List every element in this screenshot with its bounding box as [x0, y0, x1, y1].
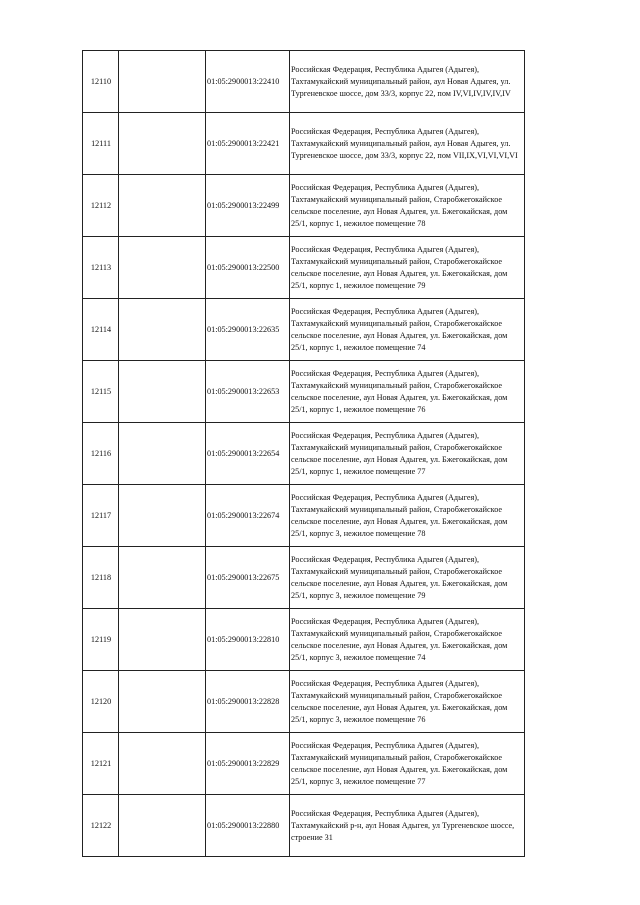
row-number: 12118 [83, 547, 119, 609]
cadastral-number: 01:05:2900013:22880 [206, 795, 290, 857]
table-row [83, 795, 525, 857]
table-row [83, 485, 525, 547]
row-empty-cell [119, 175, 206, 237]
table-row [83, 733, 525, 795]
object-address: Российская Федерация, Республика Адыгея (Адыгея), Тахтамукайский муниципальный район, Старобжегокайское сельское поселение, аул Новая Адыгея, ул. Бжегокайская, дом 25/1, корпус 1, нежилое помещение 78 [290, 175, 525, 237]
object-address: Российская Федерация, Республика Адыгея (Адыгея), Тахтамукайский муниципальный район, Старобжегокайское сельское поселение, аул Новая Адыгея, ул. Бжегокайская, дом 25/1, корпус 1, нежилое помещение 76 [290, 361, 525, 423]
row-number: 12112 [83, 175, 119, 237]
cadastral-number: 01:05:2900013:22675 [206, 547, 290, 609]
object-address: Российская Федерация, Республика Адыгея (Адыгея), Тахтамукайский муниципальный район, Старобжегокайское сельское поселение, аул Новая Адыгея, ул. Бжегокайская, дом 25/1, корпус 1, нежилое помещение 74 [290, 299, 525, 361]
row-number: 12113 [83, 237, 119, 299]
row-number: 12115 [83, 361, 119, 423]
object-address: Российская Федерация, Республика Адыгея (Адыгея), Тахтамукайский р-н, аул Новая Адыгея, ул Тургеневское шоссе, строение 31 [290, 795, 525, 857]
row-number: 12110 [83, 51, 119, 113]
row-empty-cell [119, 51, 206, 113]
row-empty-cell [119, 113, 206, 175]
object-address: Российская Федерация, Республика Адыгея (Адыгея), Тахтамукайский муниципальный район, Старобжегокайское сельское поселение, аул Новая Адыгея, ул. Бжегокайская, дом 25/1, корпус 3, нежилое помещение 74 [290, 609, 525, 671]
row-number: 12117 [83, 485, 119, 547]
cadastral-number: 01:05:2900013:22499 [206, 175, 290, 237]
object-address: Российская Федерация, Республика Адыгея (Адыгея), Тахтамукайский муниципальный район, Старобжегокайское сельское поселение, аул Новая Адыгея, ул. Бжегокайская, дом 25/1, корпус 3, нежилое помещение 76 [290, 671, 525, 733]
cadastral-number: 01:05:2900013:22810 [206, 609, 290, 671]
object-address: Российская Федерация, Республика Адыгея (Адыгея), Тахтамукайский муниципальный район, аул Новая Адыгея, ул. Тургеневское шоссе, дом 33/3, корпус 22, пом IV,VI,IV,IV,IV,IV [290, 51, 525, 113]
cadastral-number: 01:05:2900013:22654 [206, 423, 290, 485]
row-number: 12122 [83, 795, 119, 857]
row-empty-cell [119, 485, 206, 547]
row-empty-cell [119, 237, 206, 299]
row-empty-cell [119, 671, 206, 733]
row-empty-cell [119, 547, 206, 609]
table-row [83, 423, 525, 485]
cadastral-number: 01:05:2900013:22829 [206, 733, 290, 795]
row-number: 12119 [83, 609, 119, 671]
row-empty-cell [119, 423, 206, 485]
table-row [83, 113, 525, 175]
cadastral-number: 01:05:2900013:22500 [206, 237, 290, 299]
row-number: 12111 [83, 113, 119, 175]
row-number: 12121 [83, 733, 119, 795]
table-row [83, 299, 525, 361]
cadastral-number: 01:05:2900013:22653 [206, 361, 290, 423]
object-address: Российская Федерация, Республика Адыгея (Адыгея), Тахтамукайский муниципальный район, Старобжегокайское сельское поселение, аул Новая Адыгея, ул. Бжегокайская, дом 25/1, корпус 3, нежилое помещение 78 [290, 485, 525, 547]
table-row [83, 237, 525, 299]
object-address: Российская Федерация, Республика Адыгея (Адыгея), Тахтамукайский муниципальный район, аул Новая Адыгея, ул. Тургеневское шоссе, дом 33/3, корпус 22, пом VII,IX,VI,VI,VI,VI [290, 113, 525, 175]
cadastral-number: 01:05:2900013:22674 [206, 485, 290, 547]
table-row [83, 609, 525, 671]
row-number: 12116 [83, 423, 119, 485]
table-row [83, 361, 525, 423]
object-address: Российская Федерация, Республика Адыгея (Адыгея), Тахтамукайский муниципальный район, Старобжегокайское сельское поселение, аул Новая Адыгея, ул. Бжегокайская, дом 25/1, корпус 3, нежилое помещение 79 [290, 547, 525, 609]
registry-table-body [83, 51, 525, 857]
table-row [83, 547, 525, 609]
row-empty-cell [119, 609, 206, 671]
cadastral-number: 01:05:2900013:22421 [206, 113, 290, 175]
object-address: Российская Федерация, Республика Адыгея (Адыгея), Тахтамукайский муниципальный район, Старобжегокайское сельское поселение, аул Новая Адыгея, ул. Бжегокайская, дом 25/1, корпус 1, нежилое помещение 79 [290, 237, 525, 299]
object-address: Российская Федерация, Республика Адыгея (Адыгея), Тахтамукайский муниципальный район, Старобжегокайское сельское поселение, аул Новая Адыгея, ул. Бжегокайская, дом 25/1, корпус 1, нежилое помещение 77 [290, 423, 525, 485]
table-row [83, 51, 525, 113]
table-row [83, 671, 525, 733]
row-empty-cell [119, 795, 206, 857]
registry-table [82, 50, 525, 857]
object-address: Российская Федерация, Республика Адыгея (Адыгея), Тахтамукайский муниципальный район, Старобжегокайское сельское поселение, аул Новая Адыгея, ул. Бжегокайская, дом 25/1, корпус 3, нежилое помещение 77 [290, 733, 525, 795]
row-empty-cell [119, 299, 206, 361]
cadastral-number: 01:05:2900013:22635 [206, 299, 290, 361]
row-number: 12114 [83, 299, 119, 361]
cadastral-number: 01:05:2900013:22410 [206, 51, 290, 113]
table-row [83, 175, 525, 237]
row-empty-cell [119, 361, 206, 423]
row-number: 12120 [83, 671, 119, 733]
row-empty-cell [119, 733, 206, 795]
cadastral-number: 01:05:2900013:22828 [206, 671, 290, 733]
